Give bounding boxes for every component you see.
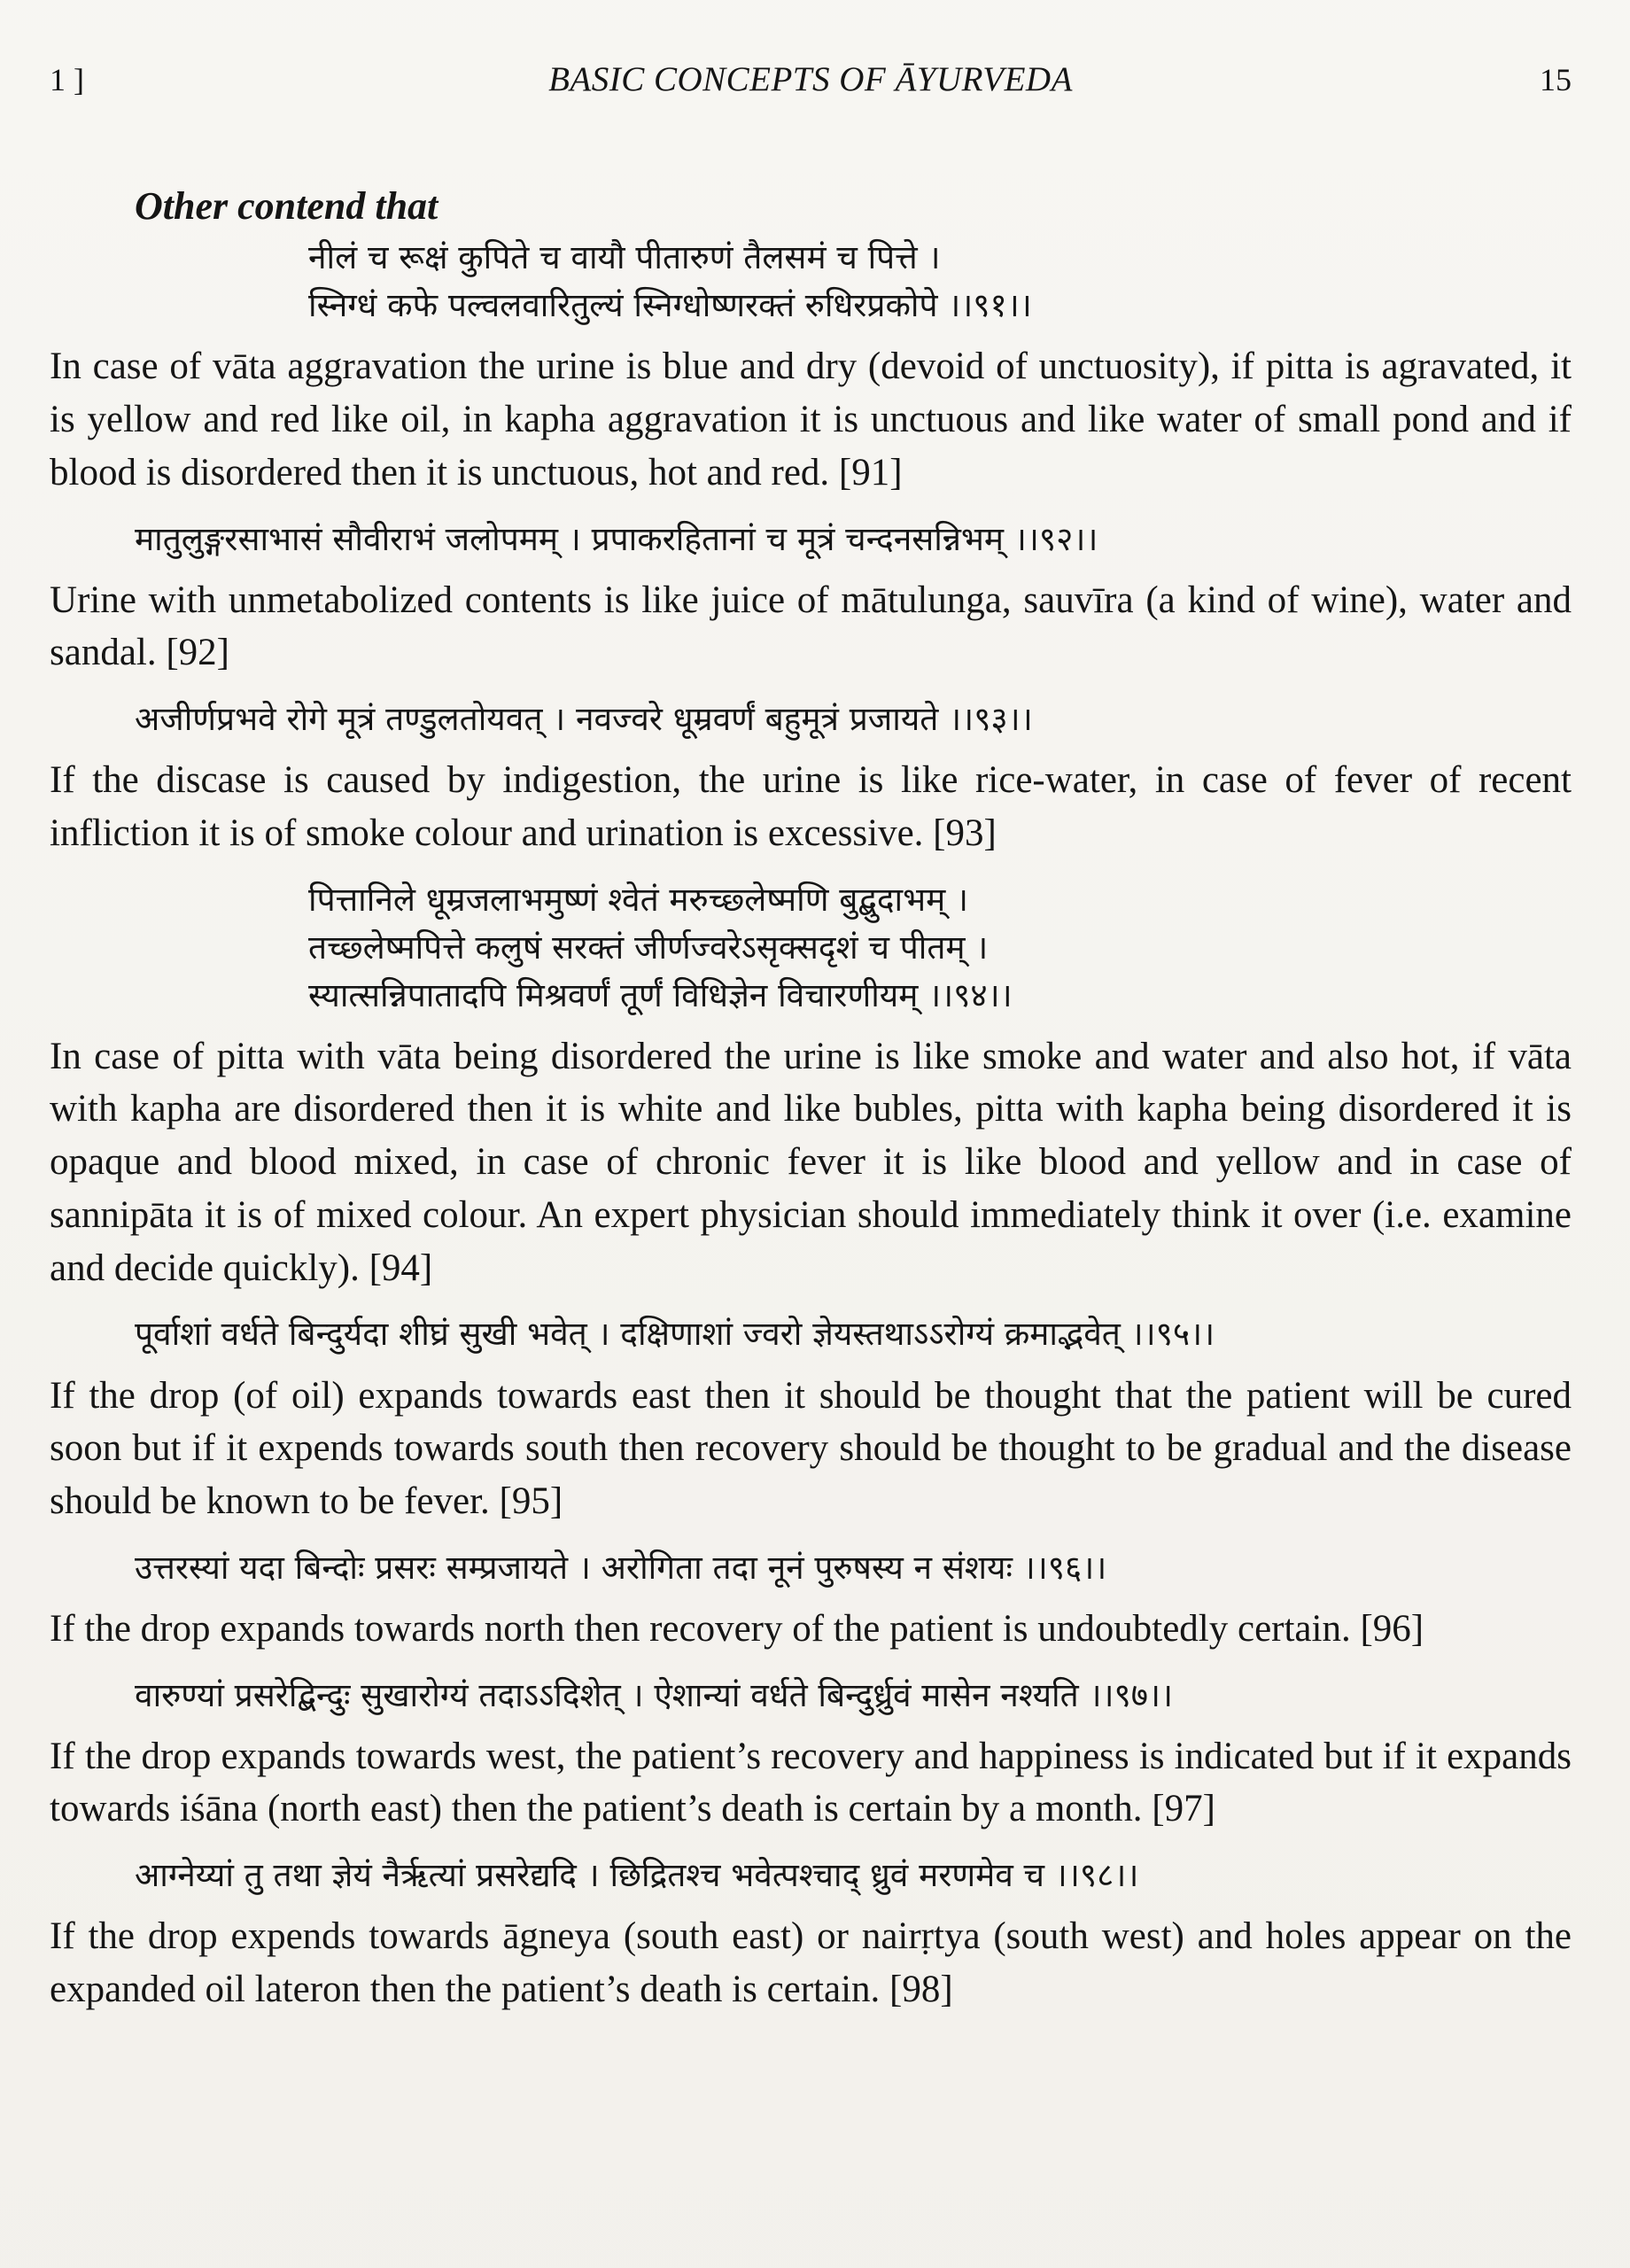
verse-block-92 (50, 516, 1572, 680)
translation-paragraph: In case of pitta with vāta being disordered the urine is like smoke and water and also hot, if vāta with kapha are disordered then it is white and like bubles, pitta with kapha being disordered it is opaque and blood mixed, in case of chronic fever it is like blood and yellow and in case of sannipāta it is of mixed colour. An expert physician should immediately think it over (i.e. examine and decide quickly). [94] (50, 1035, 1572, 1289)
verse-block-94 (50, 876, 1572, 1295)
sanskrit-verse-line: पूर्वाशां वर्धते बिन्दुर्यदा शीघ्रं सुखी भवेत् । दक्षिणाशां ज्वरो ज्ञेयस्तथाऽऽरोग्यं क्रमाद्भवेत् ।।९५।। (135, 1315, 1215, 1354)
sanskrit-verse-line: मातुलुङ्गरसाभासं सौवीराभं जलोपमम् । प्रपाकरहितानां च मूत्रं चन्दनसन्निभम् ।।९२।। (135, 519, 1098, 558)
verse-block-93 (50, 695, 1572, 860)
sanskrit-verse-line: अजीर्णप्रभवे रोगे मूत्रं तण्डुलतोयवत् । नवज्वरे धूम्रवर्णं बहुमूत्रं प्रजायते ।।९३।। (135, 700, 1033, 739)
chapter-mark: 1 ] (50, 62, 84, 97)
verse-block-96 (50, 1544, 1572, 1656)
translation-paragraph: If the drop (of oil) expands towards east then it should be thought that the patient will be cured soon but if it expends towards south then recovery should be thought to be gradual and the disease should be known to be fever. [95] (50, 1374, 1572, 1523)
page-number: 15 (1540, 62, 1572, 97)
verse-block-97 (50, 1672, 1572, 1837)
verse-block-98 (50, 1852, 1572, 2016)
translation-paragraph: If the discase is caused by indigestion, the urine is like rice-water, in case of fever of recent infliction it is of smoke colour and urination is excessive. [93] (50, 759, 1572, 854)
translation-paragraph: If the drop expands towards north then recovery of the patient is undoubtedly certain. [96] (50, 1607, 1424, 1650)
sanskrit-verse-line: आग्नेय्यां तु तथा ज्ञेयं नैर्ऋत्यां प्रसरेद्यदि । छिद्रितश्च भवेत्पश्चाद् ध्रुवं मरणमेव च ।।९८।। (135, 1856, 1139, 1895)
sanskrit-verse-line: नीलं च रूक्षं कुपिते च वायौ पीतारुणं तैलसमं च पित्ते । (308, 238, 941, 277)
sanskrit-verse-line: उत्तरस्यां यदा बिन्दोः प्रसरः सम्प्रजायते । अरोगिता तदा नूनं पुरुषस्य न संशयः ।।९६।। (135, 1548, 1107, 1587)
translation-paragraph: If the drop expends towards āgneya (south east) or nairṛtya (south west) and holes appear on the expanded oil lateron then the patient’s death is certain. [98] (50, 1915, 1572, 2010)
sanskrit-verse-line: स्यात्सन्निपातादपि मिश्रवर्णं तूर्णं विधिज्ञेन विचारणीयम् ।।९४।। (308, 975, 1013, 1014)
sanskrit-verse-line: तच्छ्लेष्मपित्ते कलुषं सरक्तं जीर्णज्वरेऽसृक्सदृशं च पीतम् । (308, 928, 989, 967)
translation-paragraph: If the drop expands towards west, the patient’s recovery and happiness is indicated but if it expands towards iśāna (north east) then the patient’s death is certain by a month. [97] (50, 1735, 1572, 1830)
running-title: BASIC CONCEPTS OF ĀYURVEDA (548, 60, 1073, 98)
sanskrit-verse-line: पित्तानिले धूम्रजलाभमुष्णं श्वेतं मरुच्छ्लेष्मणि बुद्बुदाभम् । (308, 880, 969, 919)
page-header (50, 62, 1572, 97)
verse-block-95 (50, 1310, 1572, 1527)
page-content (50, 186, 1572, 2016)
translation-paragraph: In case of vāta aggravation the urine is blue and dry (devoid of unctuosity), if pitta is agravated, it is yellow and red like oil, in kapha aggravation it is unctuous and like water of small pond and if blood is disordered then it is unctuous, hot and red. [91] (50, 346, 1572, 493)
verse-block-91 (50, 234, 1572, 499)
intro-line: Other contend that (135, 184, 439, 228)
sanskrit-verse-line: वारुण्यां प्रसरेद्बिन्दुः सुखारोग्यं तदाऽऽदिशेत् । ऐशान्यां वर्धते बिन्दुर्ध्रुवं मासेन नश्यति ।।९७।। (135, 1675, 1174, 1714)
translation-paragraph: Urine with unmetabolized contents is like juice of mātulunga, sauvīra (a kind of wine), water and sandal. [92] (50, 579, 1572, 674)
sanskrit-verse-line: स्निग्धं कफे पल्वलवारितुल्यं स्निग्धोष्णरक्तं रुधिरप्रकोपे ।।९१।। (308, 286, 1032, 325)
